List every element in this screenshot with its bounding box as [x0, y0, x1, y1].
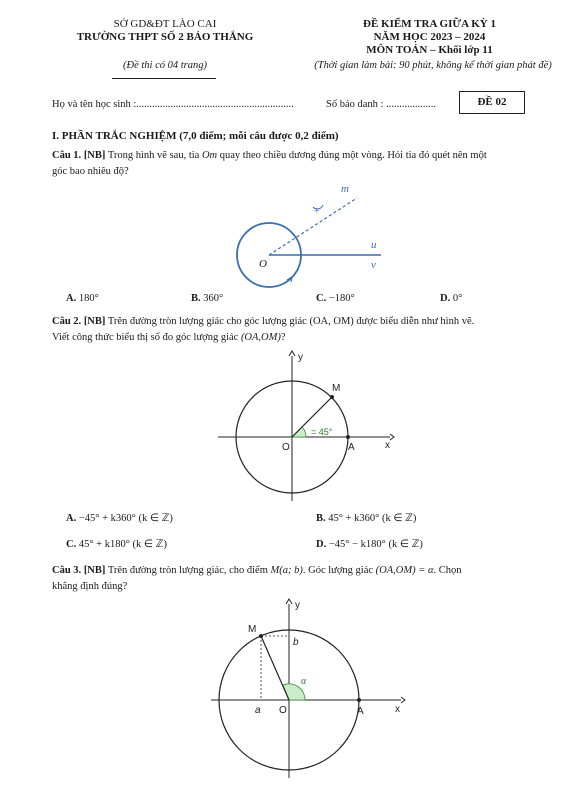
q1-label-v: v	[371, 259, 376, 271]
q3-text-m: M(a; b)	[270, 565, 303, 576]
school-name: TRƯỜNG THPT SỐ 2 BẢO THẮNG	[76, 31, 254, 43]
q2-number: Câu 2.	[52, 316, 82, 327]
q3-text-b: . Góc lượng giác	[302, 565, 376, 576]
q2-figure	[214, 346, 396, 504]
q1-answer-a-label: A.	[66, 293, 77, 304]
q3-label-o: O	[279, 705, 287, 716]
q3-ray-om	[261, 636, 289, 700]
q2-text-c: ?	[280, 332, 286, 343]
q3-label-alpha: α	[301, 676, 307, 687]
q1-answer-c[interactable]	[316, 293, 355, 304]
header-right	[292, 18, 567, 57]
q1-answer-a[interactable]	[66, 293, 99, 304]
q1-answer-d[interactable]	[440, 293, 462, 304]
q3-label-y: y	[295, 600, 300, 611]
q2-answer-a[interactable]	[66, 512, 173, 524]
q1-level: [NB]	[83, 150, 106, 161]
q1-answer-b-value: 360°	[203, 293, 224, 304]
student-name-field: Họ và tên học sinh :............................................................	[52, 99, 294, 110]
q1-text-b: quay theo chiều dương đúng một vòng. Hỏi tia đó quét nên một	[217, 150, 487, 161]
exam-title: ĐỀ KIỂM TRA GIỮA KỲ 1	[363, 18, 496, 30]
q3-text-c: . Chọn	[433, 565, 462, 576]
q2-point-a	[346, 435, 350, 439]
q2-answer-d-label: D.	[316, 539, 327, 550]
time-note: (Thời gian làm bài: 90 phút, không kể thời gian phát đề)	[314, 60, 552, 71]
q3-text-a: Trên đường tròn lượng giác, cho điểm	[107, 565, 271, 576]
question-3	[52, 563, 567, 595]
q3-point-m	[259, 634, 263, 638]
q3-number: Câu 3.	[52, 565, 82, 576]
q3-text-eq: (OA,OM) = α	[375, 565, 434, 576]
q3-x-arrow	[401, 697, 405, 703]
q1-text-c: góc bao nhiêu độ?	[52, 166, 129, 177]
q2-text-math: (OA,OM)	[240, 332, 281, 343]
q3-level: [NB]	[83, 565, 106, 576]
q1-answer-b-label: B.	[191, 293, 201, 304]
q2-answer-a-value: −45° + k360° (k ∈ ℤ)	[78, 513, 173, 524]
header-left	[40, 18, 290, 44]
q1-label-plus: +	[314, 206, 320, 217]
q2-y-arrow	[289, 351, 295, 356]
q3-label-a-coord: a	[255, 705, 261, 716]
q2-label-a: A	[348, 442, 355, 453]
q1-text-a: Trong hình vẽ sau, tia	[107, 150, 202, 161]
q3-label-b: b	[293, 637, 299, 648]
q1-answer-c-value: −180°	[328, 293, 355, 304]
q1-label-m: m	[341, 183, 349, 195]
q2-text-a: Trên đường tròn lượng giác cho góc lượng giác (OA, OM) được biểu diễn như hình vẽ.	[107, 316, 475, 327]
q1-label-u: u	[371, 239, 377, 251]
q2-answer-c-label: C.	[66, 539, 77, 550]
q2-label-y: y	[298, 352, 303, 363]
q2-answer-c-value: 45° + k180° (k ∈ ℤ)	[78, 539, 167, 550]
q3-point-a	[357, 698, 361, 702]
question-1	[52, 148, 564, 180]
q1-answer-b[interactable]	[191, 293, 223, 304]
exam-code-box: ĐỀ 02	[459, 91, 525, 114]
q1-answer-d-value: 0°	[452, 293, 463, 304]
q1-answer-c-label: C.	[316, 293, 327, 304]
q2-label-o: O	[282, 442, 290, 453]
q1-label-o: O	[259, 258, 267, 270]
q2-level: [NB]	[83, 316, 106, 327]
q2-answer-b-label: B.	[316, 513, 326, 524]
q1-answer-d-label: D.	[440, 293, 451, 304]
q1-text-om: Om	[201, 150, 218, 161]
section-title: I. PHẦN TRẮC NGHIỆM (7,0 điểm; mỗi câu được 0,2 điểm)	[52, 130, 339, 142]
q3-label-x: x	[395, 704, 400, 715]
dept-name: SỞ GD&ĐT LÀO CAI	[113, 18, 217, 30]
q3-label-m: M	[248, 624, 257, 635]
q2-answer-d-value: −45° − k180° (k ∈ ℤ)	[328, 539, 423, 550]
pages-note: (Đề thi có 04 trang)	[123, 60, 207, 71]
q2-point-m	[330, 395, 334, 399]
school-year: NĂM HỌC 2023 – 2024	[373, 31, 486, 43]
subject: MÔN TOÁN – Khối lớp 11	[366, 44, 493, 56]
student-id-field: Số báo danh : ...................	[326, 99, 436, 110]
q2-angle-label: = 45°	[311, 427, 333, 437]
q2-answer-a-label: A.	[66, 513, 77, 524]
question-2	[52, 314, 567, 346]
q2-text-b: Viết công thức biểu thị số đo góc lượng giác	[52, 332, 241, 343]
q2-label-m: M	[332, 383, 341, 394]
q2-answer-b[interactable]	[316, 512, 416, 524]
divider	[112, 78, 216, 79]
q3-figure	[205, 596, 410, 786]
q2-answer-c[interactable]	[66, 538, 167, 550]
q2-answer-b-value: 45° + k360° (k ∈ ℤ)	[328, 513, 417, 524]
q2-label-x: x	[385, 440, 390, 451]
q2-answer-d[interactable]	[316, 538, 423, 550]
q2-x-arrow	[390, 434, 394, 440]
q3-label-a: A	[357, 706, 364, 717]
q3-y-arrow	[286, 599, 292, 604]
q1-figure	[225, 180, 395, 290]
q1-answer-a-value: 180°	[78, 293, 99, 304]
q3-text-d: khẳng định đúng?	[52, 581, 128, 592]
q1-number: Câu 1.	[52, 150, 82, 161]
